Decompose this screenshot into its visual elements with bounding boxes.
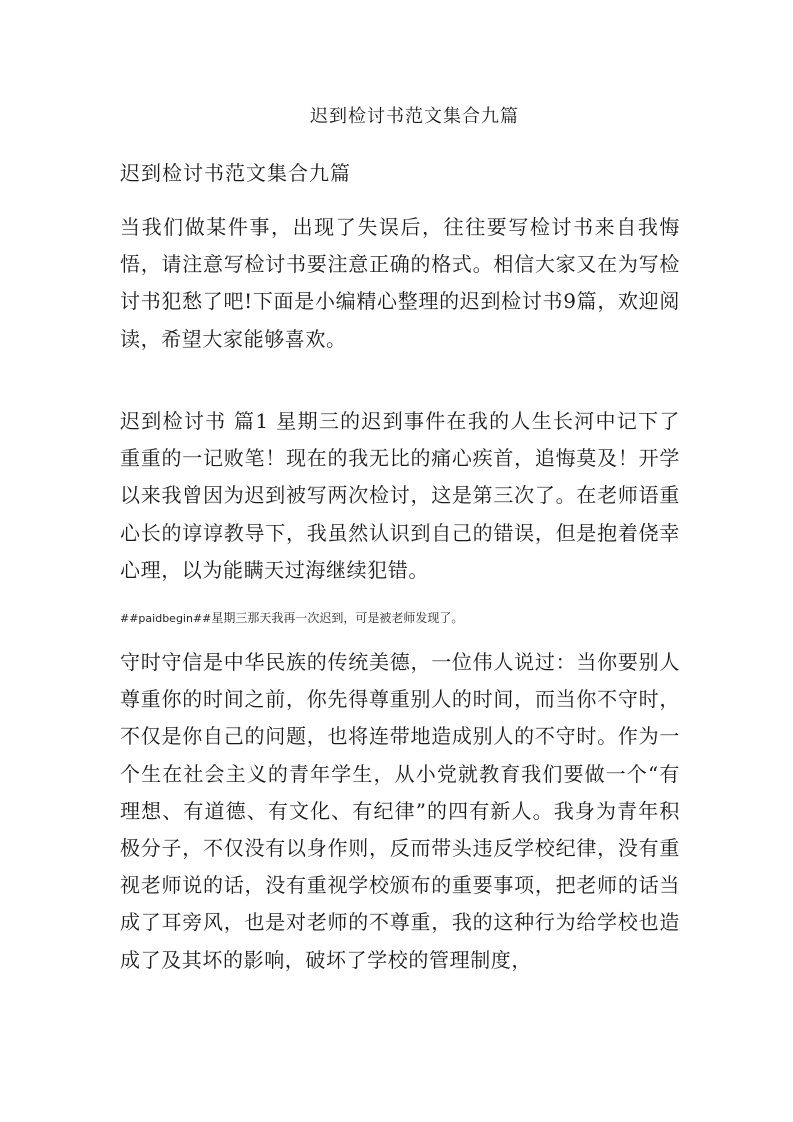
section-1-paragraph: 迟到检讨书 篇1 星期三的迟到事件在我的人生长河中记下了重重的一记败笔！现在的我无比的痛心疾首，追悔莫及！开学以来我曾因为迟到被写两次检讨，这是第三次了。在老师语重心长的谆谆教导下，我虽然认识到自己的错误，但是抱着侥幸心理，以为能瞒天过海继续犯错。 <box>120 409 680 582</box>
section-2-paragraph: 守时守信是中华民族的传统美德，一位伟人说过：当你要别人尊重你的时间之前，你先得尊重别人的时间，而当你不守时，不仅是你自己的问题，也将连带地造成别人的不守时。作为一个生在社会主义的青年学生，从小党就教育我们要做一个“有理想、有道德、有文化、有纪律”的四有新人。我身为青年积极分子，不仅没有以身作则，反而带头违反学校纪律，没有重视老师说的话，没有重视学校颁布的重要事项，把老师的话当成了耳旁风，也是对老师的不尊重，我的这种行为给学校也造成了及其坏的影响，破坏了学校的管理制度， <box>120 650 680 972</box>
document-heading: 迟到检讨书范文集合九篇 <box>120 161 351 185</box>
paid-marker-tag: ##paidbegin## <box>120 612 212 625</box>
intro-paragraph: 当我们做某件事，出现了失误后，往往要写检讨书来自我悔悟，请注意写检讨书要注意正确的格式。相信大家又在为写检讨书犯愁了吧!下面是小编精心整理的迟到检讨书9篇，欢迎阅读，希望大家能够喜欢。 <box>120 215 680 351</box>
paid-marker-text: 星期三那天我再一次迟到，可是被老师发现了。 <box>211 611 464 625</box>
paid-marker-line <box>120 608 463 629</box>
document-title: 迟到检讨书范文集合九篇 <box>310 106 519 127</box>
